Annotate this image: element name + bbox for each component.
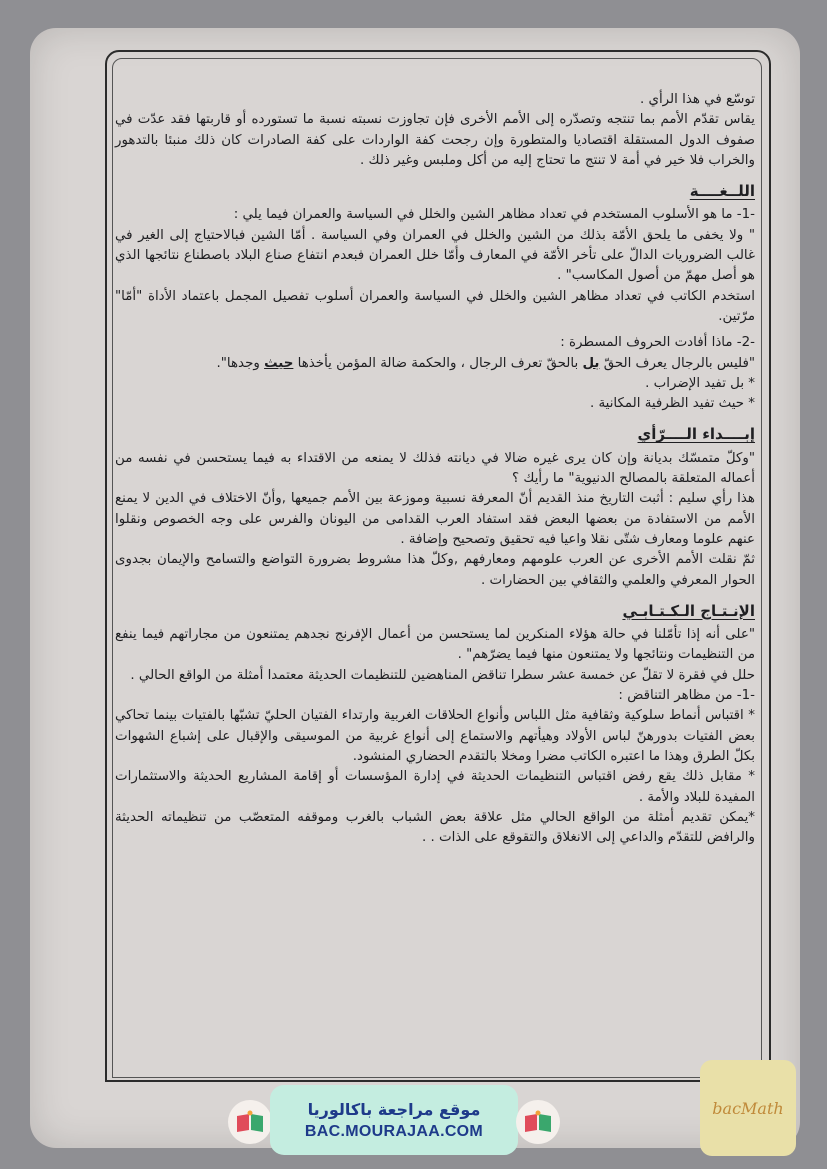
writing-bullet-2: * مقابل ذلك يقع رفض اقتباس التنظيمات الحديثة في إدارة المؤسسات أو إقامة المشاريع الحديثة والاستثمارات المفيدة للبلاد والأمة . bbox=[115, 769, 755, 805]
opinion-quote: "وكلّ متمسّك بديانة وإن كان يرى غيره ضالا في ديانته فذلك لا يمنعه من الاقتداء به فيما يستحسن في نفسه من أعماله المتعلقة بالمصالح الدنيوية" ما رأيك ؟ bbox=[115, 450, 755, 487]
writing-task: حلل في فقرة لا تقلّ عن خمسة عشر سطرا تناقض المناهضين للتنظيمات الحديثة معتمدا أمثلة من الواقع الحالي . bbox=[130, 667, 755, 683]
site-banner[interactable] bbox=[270, 1085, 518, 1155]
site-logo-left bbox=[228, 1100, 272, 1144]
writing-bullet-3: *يمكن تقديم أمثلة من الواقع الحالي مثل علاقة بعض الشباب بالغرب وموقفه المتعصّب من تنظيماته الحديثة والرافض للتقدّم والداعي إلى الانغلاق والتقوقع على الذات . . bbox=[115, 809, 755, 846]
underlined-bal: بل bbox=[582, 355, 600, 371]
language-question-1: -1- ما هو الأسلوب المستخدم في تعداد مظاهر الشين والخلل في السياسة والعمران فيما يلي : bbox=[233, 207, 755, 223]
language-answer-2b: * حيث تفيد الظرفية المكانية . bbox=[589, 396, 755, 412]
site-logo-right bbox=[516, 1100, 560, 1144]
site-name-arabic[interactable]: موقع مراجعة باكالوريا bbox=[307, 1099, 481, 1119]
language-quote-1: " ولا يخفى ما يلحق الأمّة بذلك من الشين والخلل في العمران وفي السياسة . أمّا الشين فبالاحتياج إلى الغير في غالب الضروريات الدالّ على تأخر الأمّة في المعارف وأمّا خلل العمران فبعدم انتفاع صناع البلاد باصطناع نتائجها الذي هو أصل مهمّ من أصول المكاسب" . bbox=[115, 227, 755, 284]
language-answer-1: استخدم الكاتب في تعداد مظاهر الشين والخلل في السياسة والعمران أسلوب تفصيل المجمل باعتماد الأداة "أمّا" مرّتين. bbox=[115, 288, 755, 324]
site-url[interactable]: BAC.MOURAJAA.COM bbox=[304, 1122, 484, 1140]
writing-subheading-1: -1- من مظاهر التناقض : bbox=[618, 688, 755, 704]
book-icon bbox=[235, 1110, 265, 1134]
language-quote-2: "فليس بالرجال يعرف الحقّ بل بالحقّ تعرف الرجال ، والحكمة ضالة المؤمن يأخذها حيث وجدها". bbox=[216, 355, 755, 371]
section-heading-language: اللــغــــة bbox=[689, 182, 755, 201]
language-question-2: -2- ماذا أفادت الحروف المسطرة : bbox=[560, 335, 755, 351]
language-answer-2a: * بل تفيد الإضراب . bbox=[645, 375, 755, 391]
writing-bullet-1: * اقتباس أنماط سلوكية وثقافية مثل اللباس وأنواع الحلاقات الغربية وارتداء الفتيان الحليّ تشبّها بالفتيات بينما تحاكي بعض الفتيات بدورهنّ لباس الأولاد وهيأتهم والاستماع إلى أنواع غربية من الموسيقى والإقبال على إشباع الشهوات بكلّ الطرق وهذا ما اعتبره الكاتب مضرا ومخلا بالتقدم الحضاري المنشود. bbox=[115, 708, 755, 764]
intro-line-1: توسّع في هذا الرأي . bbox=[639, 92, 755, 107]
writing-quote: "على أنه إذا تأمّلنا في حالة هؤلاء المنكرين لما يستحسن من أعمال الإفرنج نجدهم يمتنعون من مجاراتهم فيما ينفع من التنظيمات ونتائجها ولا يمتنعون منها فيما يضرّهم" . bbox=[115, 627, 755, 663]
intro-paragraph: يقاس تقدّم الأمم بما تنتجه وتصدّره إلى الأمم الأخرى فإن تجاوزت نسبته نسبة ما تستورده أو قاربتها فقد عدّت في صفوف الدول المستقلة اقتصاديا والمتطورة وإن رجحت كفة الواردات على كفة الصادرات كان ذلك منبئا بالتدهور والخراب فلا خير في أمة لا تنتج ما تحتاج إليه من أكل وملبس وغير ذلك . bbox=[115, 112, 755, 168]
opinion-paragraph-2: ثمّ نقلت الأمم الأخرى عن العرب علومهم ومعارفهم ,وكلّ هذا مشروط بضرورة التواضع والتسامح والإيمان بجدوى الحوار المعرفي والعلمي والثقافي بين الحضارات . bbox=[115, 552, 755, 588]
opinion-paragraph-1: هذا رأي سليم : أثبت التاريخ منذ القديم أنّ المعرفة نسبية وموزعة بين الأمم جميعها ,وأنّ الاختلاف في الدين لا يمنع الأمم من الاستفادة من بعضها البعض فقد استفاد العرب القدامى من اليونان والفرس على وجه الخصوص ونقلوا عنهم علوما ومعارف شتّى نقلا واعيا فيه تحقيق وتصحيح وإضافة . bbox=[115, 491, 755, 547]
document-body bbox=[115, 90, 755, 848]
underlined-hayth: حيث bbox=[264, 355, 294, 371]
section-heading-writing: الإنـتـاج الـكـتـابـي bbox=[622, 601, 755, 620]
document-page bbox=[30, 28, 800, 1148]
book-icon bbox=[523, 1110, 553, 1134]
section-heading-opinion: إبــــداء الــــرّأي bbox=[637, 425, 755, 444]
bacmath-logo: bacMath bbox=[700, 1060, 796, 1156]
